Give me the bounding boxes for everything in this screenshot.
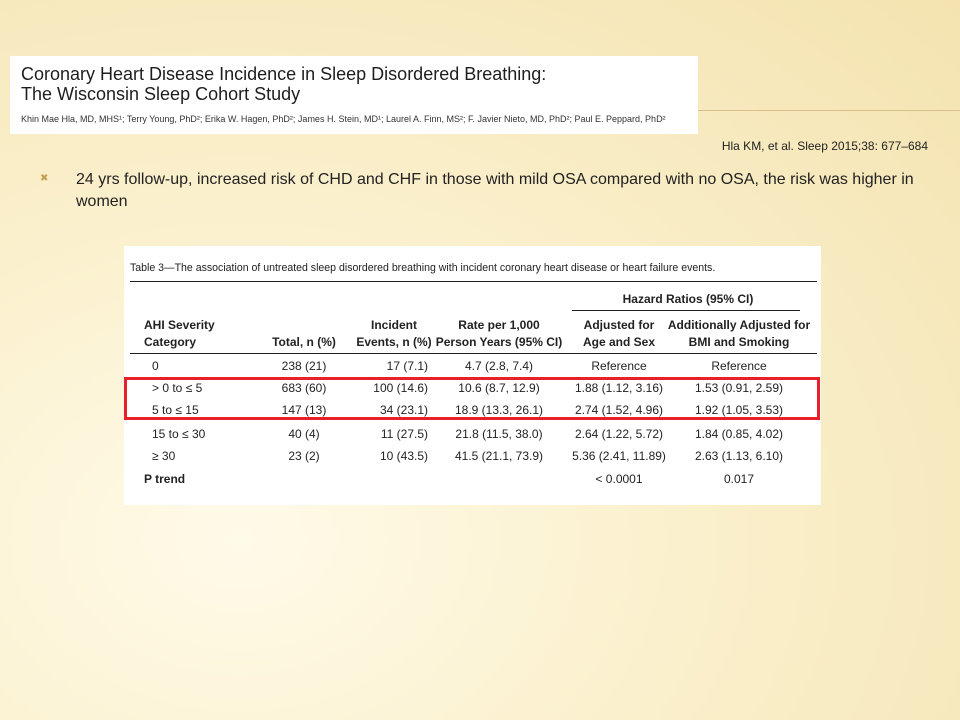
col-ahi-line1: AHI Severity — [144, 318, 215, 332]
table-cell-adj1: 2.74 (1.52, 4.96) — [574, 403, 664, 417]
table-cell-adj1: 1.88 (1.12, 3.16) — [574, 381, 664, 395]
table-cell-total: 238 (21) — [281, 359, 327, 373]
table-cell-adj2: Reference — [711, 359, 767, 373]
bullet-text: 24 yrs follow-up, increased risk of CHD and CHF in those with mild OSA compared with no OSA, the risk was higher in women — [76, 171, 914, 210]
table-cell-adj1: Reference — [591, 359, 647, 373]
table-cell-rate: 4.7 (2.8, 7.4) — [464, 359, 534, 373]
col-adj1-line1: Adjusted for — [583, 318, 655, 332]
col-adj2-line2: BMI and Smoking — [688, 335, 790, 349]
table-cell-ahi: 0 — [152, 359, 159, 373]
table-cell-events: 34 (23.1) — [379, 403, 428, 417]
table-cell-ahi: ≥ 30 — [152, 449, 176, 463]
header-divider — [698, 110, 960, 111]
col-adj1-line2: Age and Sex — [582, 335, 656, 349]
table-cell-rate: 10.6 (8.7, 12.9) — [458, 381, 540, 395]
paper-title-box — [10, 56, 698, 134]
col-total: Total, n (%) — [272, 335, 336, 349]
table-cell-events: 11 (27.5) — [380, 427, 428, 441]
table-cell-rate: 41.5 (21.1, 73.9) — [454, 449, 544, 463]
col-events-line2: Events, n (%) — [356, 335, 432, 349]
highlight-box — [124, 377, 820, 420]
table-figure — [124, 246, 821, 505]
col-rate-line1: Rate per 1,000 — [458, 318, 540, 332]
paper-authors: Khin Mae Hla, MD, MHS¹; Terry Young, PhD²; Erika W. Hagen, PhD²; James H. Stein, MD¹; Laurel A. Finn, MS²; F. Javier Nieto, MD, PhD²; Paul E. Peppard, PhD² — [21, 114, 666, 124]
table-cell-events: 10 (43.5) — [379, 449, 428, 463]
table-cell-total: 683 (60) — [281, 381, 327, 395]
x-bullet-icon: ✖ — [40, 173, 49, 184]
table-cell-total: 40 (4) — [288, 427, 320, 441]
table-cell-events: 17 (7.1) — [386, 359, 428, 373]
table-cell-total: 147 (13) — [281, 403, 327, 417]
table-cell-adj2: 1.84 (0.85, 4.02) — [694, 427, 784, 441]
header-bottom-rule — [130, 353, 817, 354]
citation: Hla KM, et al. Sleep 2015;38: 677–684 — [721, 139, 928, 153]
col-rate-line2: Person Years (95% CI) — [435, 335, 563, 349]
table-top-rule — [130, 281, 817, 282]
ptrend-adj1: < 0.0001 — [595, 472, 643, 486]
table-cell-adj1: 2.64 (1.22, 5.72) — [574, 427, 664, 441]
table-cell-ahi: > 0 to ≤ 5 — [152, 381, 203, 395]
group-header-rule — [572, 310, 800, 311]
table-cell-adj1: 5.36 (2.41, 11.89) — [572, 449, 666, 463]
table-cell-total: 23 (2) — [288, 449, 320, 463]
table-cell-ahi: 15 to ≤ 30 — [152, 427, 206, 441]
table-cell-adj2: 1.53 (0.91, 2.59) — [694, 381, 784, 395]
table-cell-ahi: 5 to ≤ 15 — [152, 403, 199, 417]
col-ahi-line2: Category — [144, 335, 197, 349]
table-title: Table 3—The association of untreated sleep disordered breathing with incident coronary heart disease or heart failure events. — [130, 262, 716, 274]
hazard-ratios-header: Hazard Ratios (95% CI) — [622, 292, 754, 306]
col-events-line1: Incident — [370, 318, 417, 332]
table-cell-adj2: 1.92 (1.05, 3.53) — [694, 403, 784, 417]
ptrend-adj2: 0.017 — [723, 472, 755, 486]
table-cell-rate: 18.9 (13.3, 26.1) — [454, 403, 544, 417]
ptrend-label: P trend — [144, 472, 186, 486]
table-cell-rate: 21.8 (11.5, 38.0) — [455, 427, 543, 441]
paper-title-line1: Coronary Heart Disease Incidence in Sleep Disordered Breathing: — [21, 64, 547, 84]
paper-title-line2: The Wisconsin Sleep Cohort Study — [21, 84, 301, 104]
table-cell-events: 100 (14.6) — [373, 381, 428, 395]
col-adj2-line1: Additionally Adjusted for — [667, 318, 811, 332]
table-cell-adj2: 2.63 (1.13, 6.10) — [694, 449, 784, 463]
